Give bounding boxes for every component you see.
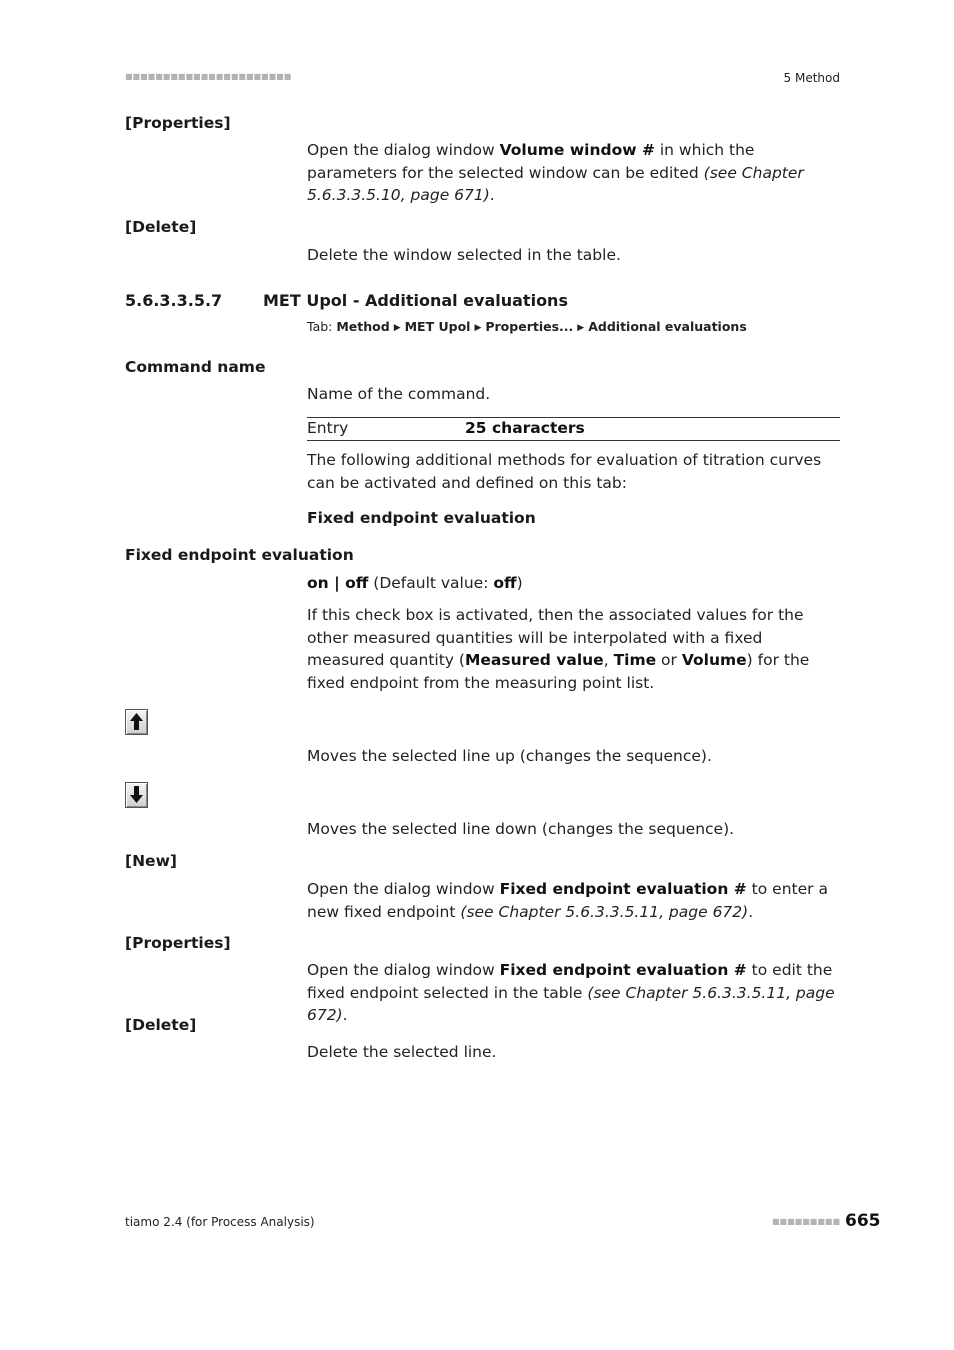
properties-heading: [Properties] (125, 934, 231, 952)
tab-path-item: Method (336, 319, 390, 334)
fixed-endpoint-subhead: Fixed endpoint evaluation (307, 509, 536, 527)
entry-table (307, 417, 840, 441)
path-arrow-icon: ▶ (474, 323, 482, 333)
tab-path: Tab: Method ▶ MET Upol ▶ Properties... ▶ Additional evaluations (307, 319, 747, 334)
delete-description: Delete the selected line. (307, 1043, 497, 1061)
move-up-description: Moves the selected line up (changes the sequence). (307, 747, 712, 765)
arrow-up-icon (129, 712, 144, 731)
command-name-heading: Command name (125, 358, 266, 376)
footer-product: tiamo 2.4 (for Process Analysis) (125, 1215, 315, 1229)
tab-path-item: Properties... (485, 319, 574, 334)
properties-heading: [Properties] (125, 114, 231, 132)
new-description: Open the dialog window Fixed endpoint evaluation # to enter a new fixed endpoint (see Chapter 5.6.3.3.5.11, page 672). (307, 880, 828, 921)
fixed-endpoint-heading: Fixed endpoint evaluation (125, 546, 354, 564)
new-heading: [New] (125, 852, 177, 870)
delete-heading: [Delete] (125, 218, 197, 236)
section-title: MET Upol - Additional evaluations (263, 291, 568, 310)
move-up-button[interactable] (125, 709, 148, 735)
move-down-description: Moves the selected line down (changes the sequence). (307, 820, 735, 838)
footer-decoration: ■■■■■■■■■ (772, 1217, 841, 1226)
entry-value: 25 characters (465, 419, 585, 437)
header-chapter: 5 Method (783, 71, 840, 85)
tab-path-item: MET Upol (404, 319, 471, 334)
move-down-button[interactable] (125, 782, 148, 808)
delete-description: Delete the window selected in the table. (307, 246, 621, 264)
arrow-down-icon (129, 785, 144, 804)
header-decoration: ■■■■■■■■■■■■■■■■■■■■■■ (125, 72, 292, 81)
delete-heading: [Delete] (125, 1016, 197, 1034)
fixed-endpoint-default: on | off (Default value: off) (307, 574, 523, 592)
properties-description: Open the dialog window Fixed endpoint evaluation # to edit the fixed endpoint selected in the table (see Chapter 5.6.3.3.5.11, page 672). (307, 961, 835, 1024)
entry-label: Entry (307, 419, 349, 437)
properties-description: Open the dialog window Volume window # in which the parameters for the selected window can be edited (see Chapter 5.6.3.3.5.10, page 671). (307, 141, 804, 204)
command-name-description: Name of the command. (307, 385, 491, 403)
path-arrow-icon: ▶ (393, 323, 401, 333)
page-number: 665 (845, 1211, 881, 1231)
section-number: 5.6.3.3.5.7 (125, 291, 223, 310)
path-arrow-icon: ▶ (577, 323, 585, 333)
additional-methods-text: The following additional methods for evaluation of titration curves can be activated and defined on this tab: (307, 451, 822, 492)
tab-path-item: Additional evaluations (588, 319, 747, 334)
fixed-endpoint-description: If this check box is activated, then the associated values for the other measured quantities will be interpolated with a fixed measured quantity (Measured value, Time or Volume) for the fixed endpoint from the measuring point list. (307, 606, 810, 692)
